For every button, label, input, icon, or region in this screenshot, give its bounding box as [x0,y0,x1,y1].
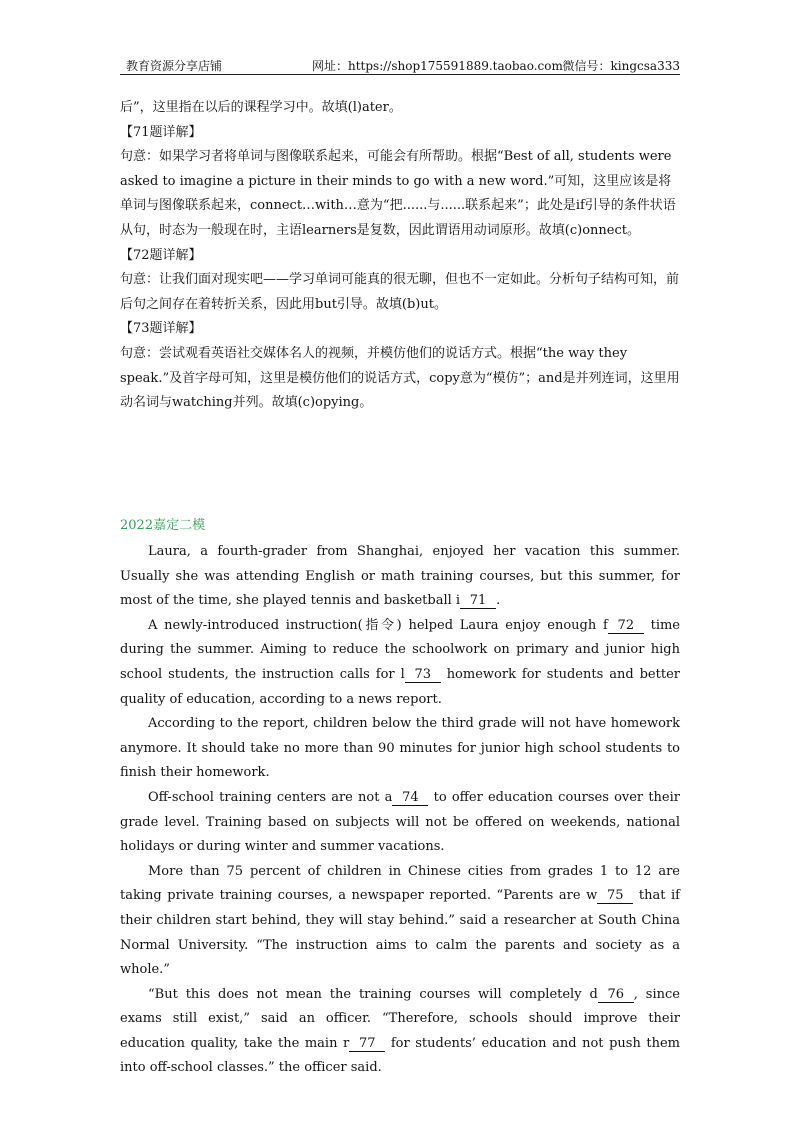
blank-75: 75 [597,889,633,904]
text-run: to offer education courses over their grade level. Training based on subjects will not be offered on weekends, national holidays or during winter and summer vacations. [120,789,680,855]
question-heading-71: 【71题详解】 [120,124,202,140]
text-run: homework for students and better quality of education, according to a news report. [120,666,680,707]
blank-74: 74 [392,791,428,806]
text-run: for students’ education and not push them into off-school classes.” the officer said. [120,1035,680,1076]
text-run: Laura, a fourth-grader from Shanghai, enjoyed her vacation this summer. Usually she was attending English or math training courses, but this summer, for most of the time, she played tennis and basketball i [120,544,680,609]
passage-paragraph-5 [120,860,680,983]
answer-line: 句意：尝试观看英语社交媒体名人的视频，并模仿他们的说话方式。根据“the way they speak.”及首字母可知，这里是模仿他们的说话方式，copy意为“模仿”；and是并列连词，这里用动名词与watching并列。故填(c)opying。 [120,345,680,411]
blank-73: 73 [405,668,441,683]
header-wechat: 微信号：kingcsa333 [562,59,680,73]
text-run: , since exams still exist,” said an officer. “Therefore, schools should improve their education quality, take the main r [120,986,680,1051]
question-heading-72: 【72题详解】 [120,247,202,263]
answer-explanations [120,96,680,416]
text-run: More than 75 percent of children in Chinese cities from grades 1 to 12 are taking private training courses, a newspaper reported. “Parents are w [120,863,680,904]
passage-paragraph-3: According to the report, children below the third grade will not have homework anymore. It should take no more than 90 minutes for junior high school students to finish their homework. [120,716,680,781]
answer-line: 句意：如果学习者将单词与图像联系起来，可能会有所帮助。根据“Best of all, students were asked to imagine a picture in their minds to go with a new word.”可知，这里应该是将单词与图像联系起来，connect…with…意为“把......与......联系起来”；此处是if引导的条件状语从句，时态为一般现在时，主语learners是复数，因此谓语用动词原形。故填(c)onnect。 [120,149,676,238]
passage-paragraph-4 [120,786,680,860]
blank-71: 71 [460,594,496,609]
text-run: that if their children start behind, they will stay behind.” said a researcher at South China Normal University. “The instruction aims to calm the parents and society as a whole.” [120,888,680,978]
passage-paragraph-2 [120,614,680,712]
answer-line: 句意：让我们面对现实吧——学习单词可能真的很无聊，但也不一定如此。分析句子结构可知，前后句之间存在着转折关系，因此用but引导。故填(b)ut。 [120,272,680,312]
page-header [120,56,680,75]
question-heading-73: 【73题详解】 [120,321,202,337]
blank-76: 76 [598,988,634,1003]
blank-77: 77 [349,1037,385,1052]
text-run: Off-school training centers are not a [148,789,393,805]
blank-72: 72 [608,619,644,634]
reading-passage [120,540,680,1081]
text-run: “But this does not mean the training courses will completely d [148,986,598,1002]
text-run: time during the summer. Aiming to reduce the schoolwork on primary and junior high school students, the instruction calls for l [120,617,680,682]
passage-paragraph-6 [120,983,680,1081]
header-shop-name: 教育资源分享店铺 [126,59,223,73]
text-run: A newly-introduced instruction(指令) helped Laura enjoy enough f [148,617,608,633]
header-url: 网址：https://shop175591889.taobao.com [312,59,563,73]
text-run: . [496,593,501,609]
answer-line: 后”，这里指在以后的课程学习中。故填(l)ater。 [120,100,402,115]
section-title: 2022嘉定二模 [120,518,206,533]
passage-paragraph-1 [120,540,680,614]
